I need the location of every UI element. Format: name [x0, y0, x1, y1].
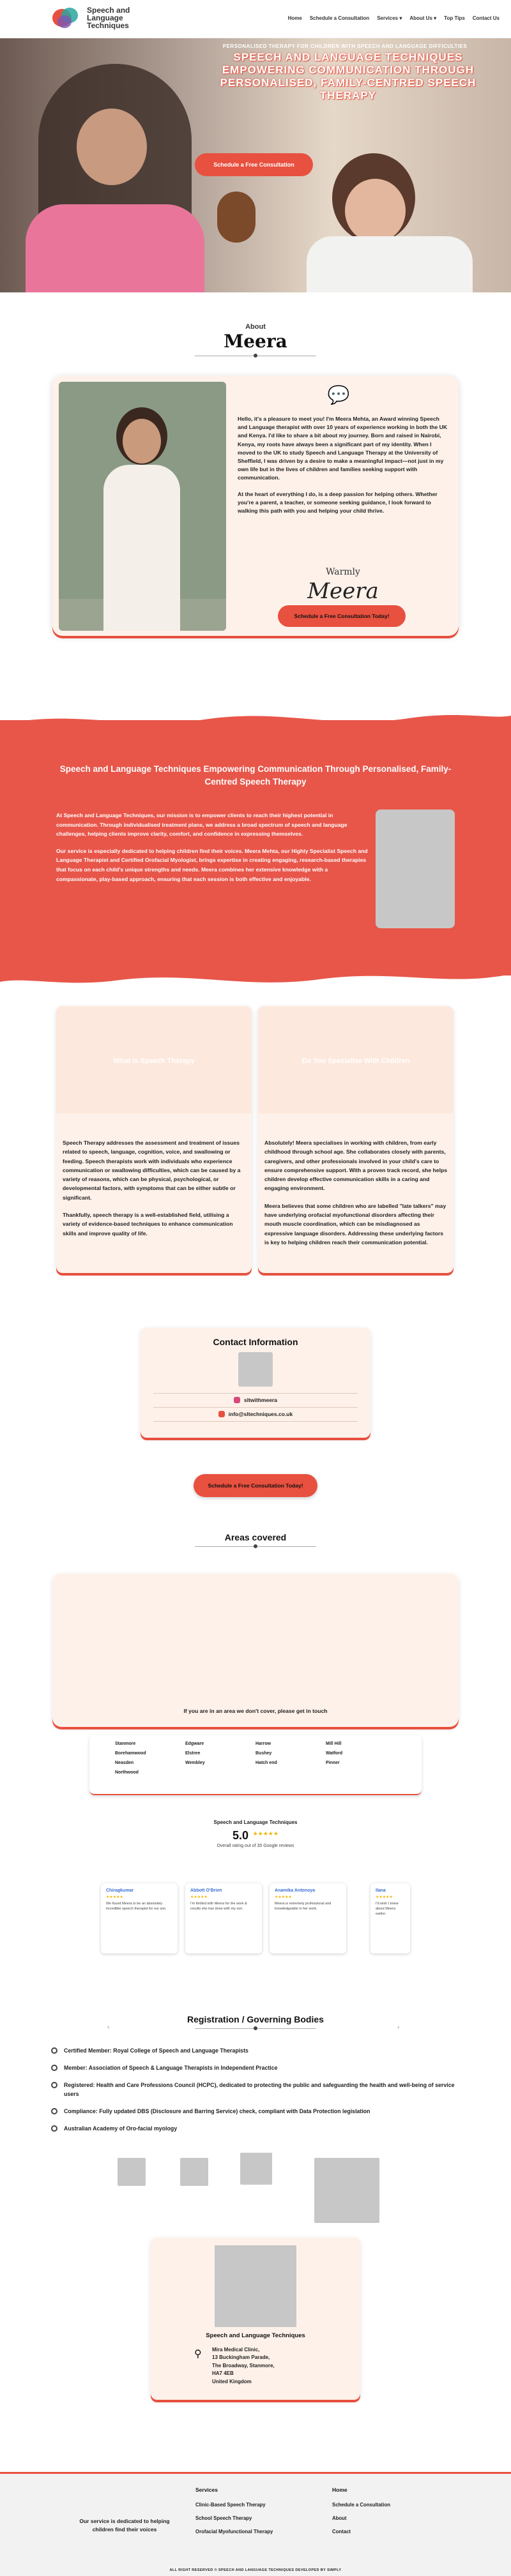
- reviews-score: 5.0: [233, 1829, 249, 1842]
- area-item: Neasden: [115, 1761, 134, 1765]
- footer-services: [195, 2487, 273, 2542]
- card-title: Do You Specialise With Children: [301, 1057, 410, 1065]
- divider: [153, 1393, 358, 1394]
- area-item: Watford: [326, 1751, 343, 1756]
- registration-list: [51, 2046, 460, 2141]
- mission-text: [56, 811, 369, 891]
- areas-heading: [0, 1532, 511, 1547]
- footer-home-link[interactable]: Home: [332, 2487, 347, 2493]
- about-consultation-button[interactable]: Schedule a Free Consultation Today!: [278, 605, 406, 627]
- registration-item: [51, 2124, 460, 2133]
- aaofm-logo: [314, 2158, 379, 2223]
- area-item: Bushey: [256, 1751, 272, 1756]
- clinic-image: [215, 2245, 296, 2327]
- footer-services-heading: Services: [195, 2487, 218, 2493]
- footer-link[interactable]: Clinic-Based Speech Therapy: [195, 2502, 266, 2508]
- nav-about-label: About Us: [409, 15, 432, 21]
- chat-bubble-icon: 💬: [327, 385, 350, 405]
- mission-paragraph: At Speech and Language Techniques, our mission is to empower clients to reach their highest potential in communication. Through individualised treatment plans, we address a broad spectrum of speech and language challenges, helping clients improve clarity, comfort, and confidence in expressing themselves.: [56, 812, 347, 838]
- instagram-row[interactable]: [141, 1397, 370, 1403]
- instagram-icon: [234, 1397, 240, 1403]
- reviews-based-on: Overall rating out of 35 Google reviews: [217, 1844, 294, 1848]
- hero-title: SPEECH AND LANGUAGE TECHNIQUES EMPOWERING COMMUNICATION THROUGH PERSONALISED, FAMILY-CENTRED SPEECH THERAPY: [220, 51, 477, 102]
- divider: [153, 1421, 358, 1422]
- footer-link[interactable]: Schedule a Consultation: [332, 2502, 390, 2508]
- nav-contact[interactable]: Contact Us: [472, 15, 500, 21]
- areas-list: [89, 1735, 422, 1795]
- address-text[interactable]: [212, 2346, 340, 2386]
- email-address: info@sltechniques.co.uk: [228, 1411, 293, 1417]
- registration-text: Certified Member: Royal College of Speech and Language Therapists: [64, 2047, 248, 2054]
- area-item: Pinner: [326, 1761, 340, 1765]
- areas-note: If you are in an area we don't cover, please get in touch: [183, 1708, 328, 1714]
- area-item: Mill Hill: [326, 1742, 342, 1746]
- site-header: [0, 0, 511, 38]
- address-card: [151, 2238, 360, 2400]
- card-paragraph: Thankfully, speech therapy is a well-established field, utilising a variety of evidence-based techniques to enhance communication skills and improve quality of life.: [63, 1212, 233, 1237]
- footer-link[interactable]: Orofacial Myofunctional Therapy: [195, 2529, 273, 2535]
- asltip-logo: [180, 2158, 208, 2186]
- reviewer-name: Abbott O'Brien: [190, 1888, 222, 1893]
- area-item: Edgware: [185, 1742, 204, 1746]
- contact-title: Contact Information: [213, 1337, 298, 1347]
- registration-text: Compliance: Fully updated DBS (Disclosure and Barring Service) check, compliant with Data Protection legislation: [64, 2108, 370, 2114]
- wave-divider-bottom: [0, 964, 511, 990]
- area-item: Northwood: [115, 1770, 139, 1775]
- warmly-text: Warmly: [326, 567, 360, 577]
- registration-item: [51, 2081, 460, 2098]
- card-paragraph: Speech Therapy addresses the assessment and treatment of issues related to speech, language, cognition, voice, and swallowing or feeding. Speech therapists work with individuals who experience communication or swallowing difficulties, which can be caused by a variety of reasons, which can be physical, psychological, or developmental factors, with symptoms that can be either subtle or significant.: [63, 1140, 241, 1201]
- about-heading-small: About: [245, 323, 266, 331]
- card-body: [264, 1138, 448, 1255]
- review-stars-icon: ★★★★★: [106, 1895, 123, 1899]
- review-stars-icon: ★★★★★: [275, 1895, 292, 1899]
- review-card[interactable]: [185, 1883, 262, 1954]
- area-item: Wembley: [185, 1761, 205, 1765]
- rcslt-logo: [118, 2158, 146, 2186]
- email-icon: [218, 1411, 225, 1417]
- mission-paragraph: Our service is especially dedicated to helping children find their voices. Meera Mehta, our Highly Specialist Speech and Language Therapist and Certified Orofacial Myologist, brings expertise in creating engaging, research-based therapies that focus on each child's unique strengths and needs. Meera combines her extensive knowledge with a compassionate, play-based approach, ensuring that each session is both effective and enjoyable.: [56, 847, 368, 882]
- nav-services[interactable]: [377, 15, 402, 21]
- chevron-left-icon[interactable]: ‹: [107, 2024, 110, 2031]
- review-stars-icon: ★★★★★: [376, 1895, 393, 1899]
- review-card[interactable]: [101, 1883, 178, 1954]
- bullet-icon: [51, 2125, 57, 2132]
- reviewer-name: Ilana: [376, 1888, 386, 1893]
- about-paragraph: Hello, it's a pleasure to meet you! I'm Meera Mehta, an Award winning Speech and Language therapist with over 10 years of experience working in both the UK and Kenya. I'd like to share a bit about my journey. Born and raised in Nairobi, Kenya, my roots have always been a significant part of my identity. When I moved to the UK to study Speech and Language Therapy at the University of Sheffield, I was driven by a desire to make a meaningful impact—not just in my own life but in the lives of children and families seeking support with communication.: [238, 416, 448, 481]
- registration-item: [51, 2063, 460, 2072]
- areas-map[interactable]: [52, 1574, 459, 1727]
- bullet-icon: [51, 2108, 57, 2114]
- meera-photo: [59, 382, 226, 631]
- map-pin-icon: ⚲: [194, 2349, 202, 2360]
- heading-divider: [195, 2028, 316, 2029]
- registration-text: Australian Academy of Oro-facial myology: [64, 2125, 178, 2132]
- site-footer: [0, 2472, 511, 2576]
- review-stars-icon: ★★★★★: [190, 1895, 208, 1899]
- divider: [153, 1407, 358, 1408]
- nav-home[interactable]: Home: [287, 15, 302, 21]
- address-line: HA7 4EB: [212, 2370, 234, 2377]
- review-text: I'm thrilled with Meera for the work & results she has done with my son.: [190, 1902, 247, 1911]
- hcpc-logo: [240, 2153, 272, 2185]
- about-heading-name: Meera: [224, 331, 287, 352]
- chevron-right-icon[interactable]: ›: [397, 2024, 400, 2031]
- bullet-icon: [51, 2047, 57, 2054]
- signature: Meera: [307, 578, 379, 604]
- address-line: 13 Buckingham Parade,: [212, 2354, 270, 2361]
- footer-link[interactable]: Contact: [332, 2529, 351, 2535]
- address-line: United Kingdom: [212, 2378, 252, 2384]
- address-business-name: Speech and Language Techniques: [206, 2332, 305, 2339]
- review-text: I'd wish I knew about Meera earlier.: [376, 1902, 399, 1916]
- reviews-business-name: Speech and Language Techniques: [213, 1819, 298, 1825]
- chevron-down-icon: ▾: [434, 15, 437, 21]
- contact-card: [141, 1328, 370, 1438]
- footer-links: [332, 2487, 390, 2542]
- review-card[interactable]: [370, 1883, 410, 1954]
- footer-link[interactable]: School Speech Therapy: [195, 2515, 252, 2521]
- registration-item: [51, 2107, 460, 2116]
- nav-services-label: Services: [377, 15, 399, 21]
- about-text: [238, 415, 448, 523]
- card-title: What is Speech Therapy: [113, 1057, 195, 1065]
- logo-mark-icon: [51, 5, 83, 31]
- reviewer-name: Anamika Antonoya: [275, 1888, 316, 1893]
- card-body: [63, 1138, 247, 1246]
- registration-heading: [0, 2014, 511, 2029]
- area-item: Stanmore: [115, 1742, 136, 1746]
- bullet-icon: [51, 2065, 57, 2071]
- heading-divider: [195, 1546, 316, 1547]
- logo[interactable]: [51, 5, 138, 31]
- registration-text: Registered: Health and Care Professions Council (HCPC), dedicated to protecting the public and safeguarding the health and well-being of service users: [64, 2082, 455, 2097]
- about-card: [52, 375, 459, 636]
- review-text: Meera is extremely professional and knowledgeable in her work.: [275, 1902, 332, 1911]
- review-text: We found Meera to be an absolutely incredible speech therapist for our son.: [106, 1902, 167, 1911]
- address-line: Mira Medical Clinic,: [212, 2347, 260, 2353]
- about-paragraph: At the heart of everything I do, is a deep passion for helping others. Whether you're a parent, a teacher, or someone seeking guidance, I look forward to walking this path with you and helping your child thrive.: [238, 490, 438, 515]
- registration-title: Registration / Governing Bodies: [187, 2014, 324, 2024]
- speech-therapy-card: [56, 1006, 252, 1273]
- contact-image: [238, 1352, 273, 1387]
- address-line: The Broadway, Stanmore,: [212, 2362, 275, 2369]
- area-item: Borehamwood: [115, 1751, 146, 1756]
- chevron-down-icon: ▾: [399, 15, 402, 21]
- area-item: Hatch end: [256, 1761, 277, 1765]
- card-paragraph: Absolutely! Meera specialises in working with children, from early childhood through school age. She collaborates closely with parents, caregivers, and other professionals involved in your child's care to ensure comprehensive support. With a proven track record, she helps children develop effective communication skills in a caring and engaging environment.: [264, 1140, 447, 1192]
- card-paragraph: Meera believes that some children who are labelled "late talkers" may have underlying orofacial myofunctional disorders affecting their mouth muscle coordination, which can be misdiagnosed as expressive language disorders. Addressing these underlying factors is key to helping children reach their communication potential.: [264, 1202, 446, 1246]
- contact-consultation-button[interactable]: Schedule a Free Consultation Today!: [194, 1474, 317, 1497]
- review-card[interactable]: [270, 1883, 346, 1954]
- mission-image: [376, 810, 455, 928]
- children-card: [258, 1006, 454, 1273]
- areas-title: Areas covered: [224, 1532, 287, 1542]
- nav-about[interactable]: [409, 15, 436, 21]
- about-heading: [0, 323, 511, 356]
- nav-schedule[interactable]: Schedule a Consultation: [309, 15, 370, 21]
- star-rating-icon: ★★★★★: [252, 1830, 278, 1837]
- reviewer-name: Chiragkumar: [106, 1888, 134, 1893]
- footer-link[interactable]: About: [332, 2515, 347, 2521]
- nav-top-tips[interactable]: Top Tips: [444, 15, 465, 21]
- reviews-summary: [0, 1819, 511, 1848]
- footer-tagline: Our service is dedicated to helping children find their voices: [79, 2518, 170, 2533]
- mission-title: Speech and Language Techniques Empowering Communication Through Personalised, Family-Centred Speech Therapy: [59, 764, 452, 787]
- bullet-icon: [51, 2082, 57, 2088]
- copyright: ALL RIGHT RESERVED © SPEECH AND LANGUAGE TECHNIQUES DEVELOPED BY SIMPLY: [169, 2568, 342, 2572]
- hero-consultation-button[interactable]: Schedule a Free Consultation: [195, 153, 313, 176]
- registration-text: Member: Association of Speech & Language Therapists in Independent Practice: [64, 2065, 278, 2071]
- main-nav: [288, 15, 500, 21]
- instagram-handle: sltwithmeera: [244, 1397, 277, 1403]
- hero-subtitle: PERSONALISED THERAPY FOR CHILDREN WITH SPEECH AND LANGUAGE DIFFICULTIES: [222, 43, 468, 49]
- logo-text: Speech and Language Techniques: [87, 6, 130, 30]
- registration-item: [51, 2046, 460, 2055]
- email-row[interactable]: [141, 1411, 370, 1417]
- area-item: Elstree: [185, 1751, 201, 1756]
- area-item: Harrow: [256, 1742, 271, 1746]
